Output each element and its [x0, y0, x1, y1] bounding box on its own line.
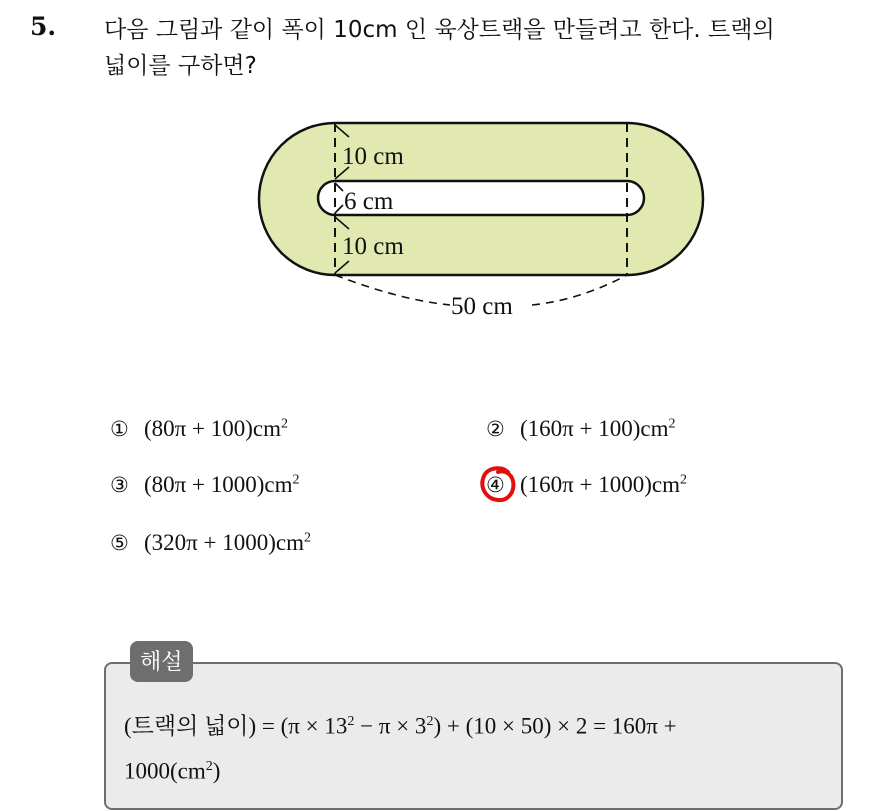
solution-line-1-a: (트랙의 넓이) = (π × 13	[124, 713, 348, 739]
solution-text	[124, 702, 834, 791]
choice-5-text: (320π + 1000)cm	[144, 530, 305, 555]
label-10cm-bottom: 10 cm	[342, 233, 404, 260]
choice-5-sup: 2	[304, 530, 312, 546]
choice-1-number: ①	[110, 417, 129, 441]
solution-line-1-b: − π × 3	[354, 713, 427, 739]
label-10cm-top: 10 cm	[342, 143, 404, 170]
choice-1-sup: 2	[281, 416, 289, 432]
choice-5-number: ⑤	[110, 531, 129, 555]
choice-4-text: (160π + 1000)cm	[520, 472, 681, 497]
solution-line-2	[124, 747, 834, 792]
choice-5[interactable]	[110, 530, 311, 556]
solution-line-1	[124, 702, 834, 747]
question-line-2: 넓이를 구하면?	[104, 53, 257, 79]
choice-2-text: (160π + 100)cm	[520, 416, 669, 441]
label-6cm: 6 cm	[344, 188, 394, 215]
question-text	[104, 12, 874, 84]
solution-line-1-c: ) + (10 × 50) × 2 = 160π +	[433, 713, 677, 739]
solution-line-2-b: )	[212, 758, 221, 784]
choice-2-number: ②	[486, 417, 505, 441]
choice-1-text: (80π + 100)cm	[144, 416, 282, 441]
choice-3-number: ③	[110, 473, 129, 497]
choice-3[interactable]	[110, 472, 300, 498]
choice-1[interactable]	[110, 416, 288, 442]
solution-line-2-sup: 2	[205, 758, 213, 774]
label-50cm: 50 cm	[451, 293, 513, 320]
choice-2-sup: 2	[668, 416, 676, 432]
correct-answer-circle-mark	[478, 464, 518, 504]
solution-line-1-sup-1: 2	[347, 714, 355, 729]
choice-4-number: ④	[486, 473, 505, 497]
track-figure	[250, 115, 710, 325]
question-line-1: 다음 그림과 같이 폭이 10cm 인 육상트랙을 만들려고 한다. 트랙의	[104, 17, 775, 43]
question-number: 5.	[30, 12, 57, 41]
solution-line-1-sup-2: 2	[426, 714, 434, 729]
choice-4[interactable]	[486, 472, 687, 498]
solution-tab-label: 해설	[130, 641, 193, 682]
choice-2[interactable]	[486, 416, 676, 442]
solution-line-2-a: 1000(cm	[124, 758, 206, 784]
choice-4-sup: 2	[680, 472, 688, 488]
choice-3-sup: 2	[292, 472, 300, 488]
choice-3-text: (80π + 1000)cm	[144, 472, 293, 497]
